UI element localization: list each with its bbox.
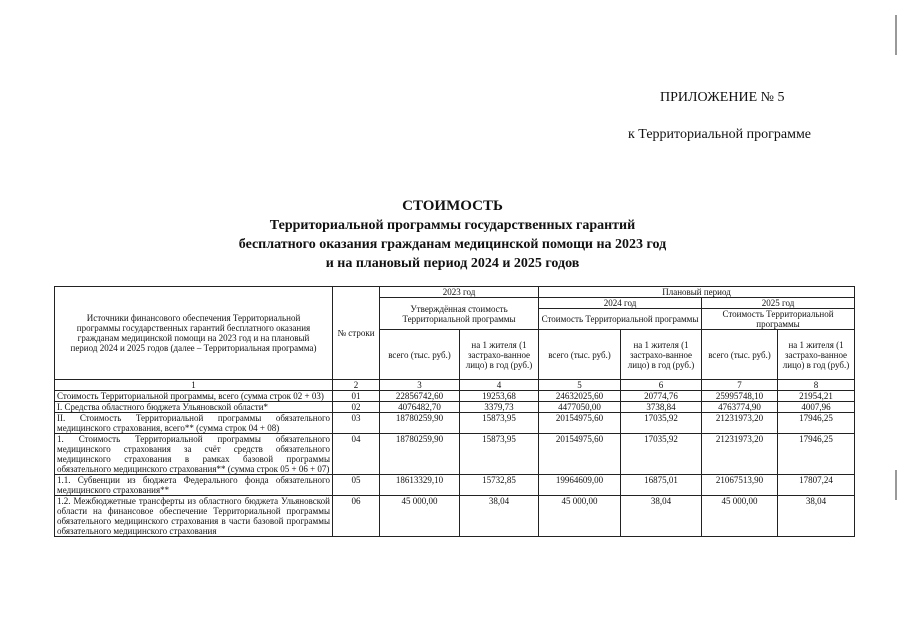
column-number: 5 [539, 380, 621, 391]
appendix-title: ПРИЛОЖЕНИЕ № 5 [660, 90, 785, 105]
document-title [0, 197, 905, 273]
cell-total-2025: 45 000,00 [702, 496, 778, 537]
cost-table [54, 286, 855, 537]
row-code: 03 [333, 413, 380, 434]
cell-total-2023: 18780259,90 [380, 413, 460, 434]
cell-per-resident-2023: 3379,73 [460, 402, 539, 413]
cell-per-resident-2025: 17946,25 [778, 434, 855, 475]
header-year-2025: 2025 год [702, 298, 855, 309]
column-number: 4 [460, 380, 539, 391]
header-per-resident-2025: на 1 жителя (1 застрахо-ванное лицо) в год (руб.) [778, 330, 855, 380]
cell-per-resident-2024: 17035,92 [621, 413, 702, 434]
cell-total-2024: 24632025,60 [539, 391, 621, 402]
column-number: 3 [380, 380, 460, 391]
cell-per-resident-2023: 15732,85 [460, 475, 539, 496]
cell-total-2023: 18613329,10 [380, 475, 460, 496]
row-name: 1. Стоимость Территориальной программы обязательного медицинского страхования за счёт средств обязательного медицинского страхования в рамках базовой программы обязательного медицинского страхования** (сумма строк 05 + 06 + 07) [55, 434, 333, 475]
row-code: 04 [333, 434, 380, 475]
cell-total-2025: 4763774,90 [702, 402, 778, 413]
header-per-resident-2023: на 1 жителя (1 застрахо-ванное лицо) в год (руб.) [460, 330, 539, 380]
cell-total-2025: 21067513,90 [702, 475, 778, 496]
cell-per-resident-2024: 20774,76 [621, 391, 702, 402]
header-row-number: № строки [333, 287, 380, 380]
table-row [55, 413, 855, 434]
table-row [55, 496, 855, 537]
row-name: 1.2. Межбюджетные трансферты из областного бюджета Ульяновской области на финансовое обеспечение Территориальной программы обязательного медицинского страхования в части базовой программы обязательного медицинского страхования [55, 496, 333, 537]
cell-per-resident-2025: 17946,25 [778, 413, 855, 434]
title-line-0: СТОИМОСТЬ [402, 198, 503, 214]
header-year-2023: 2023 год [380, 287, 539, 298]
column-number: 1 [55, 380, 333, 391]
scan-edge-mark [895, 470, 897, 500]
cell-total-2025: 21231973,20 [702, 413, 778, 434]
header-total-2025: всего (тыс. руб.) [702, 330, 778, 380]
table-row [55, 434, 855, 475]
cell-per-resident-2023: 15873,95 [460, 413, 539, 434]
cell-total-2023: 22856742,60 [380, 391, 460, 402]
header-planned-period: Плановый период [539, 287, 855, 298]
column-number: 8 [778, 380, 855, 391]
cell-total-2025: 21231973,20 [702, 434, 778, 475]
cell-per-resident-2023: 19253,68 [460, 391, 539, 402]
title-line-1: Территориальной программы государственных гарантий [269, 218, 636, 233]
cell-per-resident-2024: 16875,01 [621, 475, 702, 496]
table-row [55, 475, 855, 496]
cell-total-2023: 45 000,00 [380, 496, 460, 537]
row-name: I. Средства областного бюджета Ульяновской области* [55, 402, 333, 413]
title-line-3: и на плановый период 2024 и 2025 годов [325, 256, 580, 271]
row-name: 1.1. Субвенции из бюджета Федерального фонда обязательного медицинского страхования** [55, 475, 333, 496]
scan-edge-mark [895, 15, 897, 55]
column-number: 2 [333, 380, 380, 391]
row-code: 05 [333, 475, 380, 496]
table-row [55, 402, 855, 413]
title-line-2: бесплатного оказания гражданам медицинской помощи на 2023 год [238, 237, 667, 252]
cell-total-2024: 45 000,00 [539, 496, 621, 537]
cell-total-2023: 4076482,70 [380, 402, 460, 413]
cell-total-2024: 20154975,60 [539, 413, 621, 434]
cell-per-resident-2024: 17035,92 [621, 434, 702, 475]
row-code: 01 [333, 391, 380, 402]
header-sources: Источники финансового обеспечения Территориальной программы государственных гарантий бесплатного оказания гражданам медицинской помощи на 2023 год и на плановый период 2024 и 2025 годов (далее – Территориальная программа) [55, 287, 333, 380]
cell-per-resident-2025: 38,04 [778, 496, 855, 537]
table-row [55, 391, 855, 402]
row-code: 02 [333, 402, 380, 413]
header-total-2023: всего (тыс. руб.) [380, 330, 460, 380]
row-name: II. Стоимость Территориальной программы обязательного медицинского страхования, всего** (сумма строк 04 + 08) [55, 413, 333, 434]
header-cost-2025: Стоимость Территориальной программы [702, 309, 855, 330]
header-per-resident-2024: на 1 жителя (1 застрахо-ванное лицо) в год (руб.) [621, 330, 702, 380]
header-cost-2024: Стоимость Территориальной программы [539, 309, 702, 330]
cell-total-2024: 4477050,00 [539, 402, 621, 413]
cell-total-2024: 20154975,60 [539, 434, 621, 475]
appendix-subtitle: к Территориальной программе [628, 127, 812, 142]
cell-total-2024: 19964609,00 [539, 475, 621, 496]
header-year-2024: 2024 год [539, 298, 702, 309]
row-code: 06 [333, 496, 380, 537]
cell-per-resident-2025: 17807,24 [778, 475, 855, 496]
header-approved-cost: Утверждённая стоимость Территориальной программы [380, 298, 539, 330]
cell-total-2023: 18780259,90 [380, 434, 460, 475]
cell-per-resident-2023: 15873,95 [460, 434, 539, 475]
header-total-2024: всего (тыс. руб.) [539, 330, 621, 380]
cell-per-resident-2025: 21954,21 [778, 391, 855, 402]
cell-per-resident-2024: 3738,84 [621, 402, 702, 413]
column-number: 7 [702, 380, 778, 391]
cell-per-resident-2025: 4007,96 [778, 402, 855, 413]
cell-per-resident-2023: 38,04 [460, 496, 539, 537]
cell-total-2025: 25995748,10 [702, 391, 778, 402]
row-name: Стоимость Территориальной программы, всего (сумма строк 02 + 03) [55, 391, 333, 402]
column-number: 6 [621, 380, 702, 391]
cell-per-resident-2024: 38,04 [621, 496, 702, 537]
